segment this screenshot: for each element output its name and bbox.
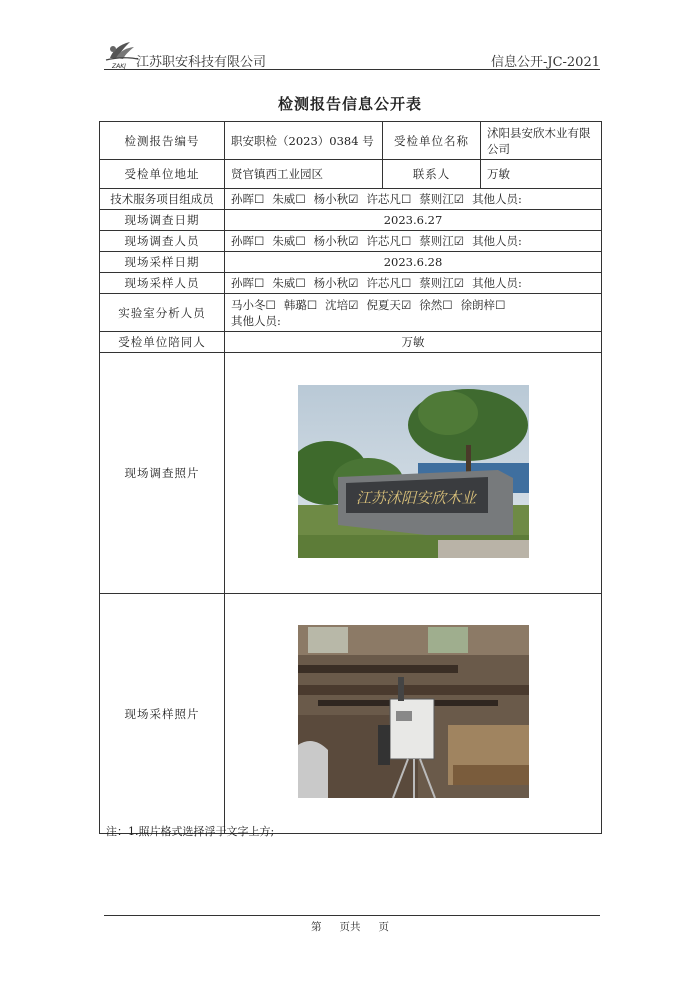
member-name: 徐然: [419, 297, 443, 312]
contact-person: 万敏: [481, 160, 602, 189]
team-members: [225, 189, 602, 210]
company-logo: [104, 36, 140, 70]
member-name: 许芯凡: [366, 234, 401, 248]
logo-text: ZAKJ: [112, 63, 126, 70]
cell-label: 技术服务项目组成员: [100, 189, 225, 210]
sampling-photo-cell: [225, 594, 602, 834]
table-row: [100, 210, 602, 231]
member-item: [231, 192, 265, 206]
member-name: 蔡则江: [419, 276, 454, 290]
sign-text: 江苏沭阳安欣木业: [355, 488, 476, 507]
member-name: 孙晖: [231, 276, 254, 290]
member-name: 朱威: [272, 234, 296, 248]
member-item: [314, 276, 360, 290]
table-row: [100, 160, 602, 189]
checked-checkbox-icon: ☑: [348, 234, 359, 248]
other-members-label: 其他人员:: [472, 234, 522, 248]
table-row: [100, 231, 602, 252]
member-name: 朱威: [272, 276, 296, 290]
checked-checkbox-icon: ☑: [348, 192, 359, 206]
checked-checkbox-icon: ☑: [348, 276, 359, 290]
unchecked-checkbox-icon: ☐: [495, 297, 506, 312]
member-item: [366, 276, 412, 290]
other-members-label: 其他人员:: [231, 313, 281, 328]
cell-label: 受检单位陪同人: [100, 332, 225, 353]
report-number: 职安职检（2023）0384 号: [225, 122, 383, 160]
header-divider: [104, 69, 600, 70]
table-row: [100, 353, 602, 594]
member-name: 杨小秋: [313, 276, 349, 290]
member-name: 蔡则江: [419, 234, 454, 248]
member-name: 徐朗梓: [460, 297, 496, 312]
unchecked-checkbox-icon: ☐: [295, 192, 306, 206]
member-name: 倪夏天: [366, 297, 401, 312]
cell-label: 现场调查照片: [100, 353, 225, 594]
member-item: [314, 234, 360, 248]
cell-label: 受检单位地址: [100, 160, 225, 189]
footer-divider: [104, 915, 600, 916]
sampling-date: 2023.6.28: [225, 252, 602, 273]
lab-staff: [225, 294, 602, 332]
document-id: 信息公开-JC-2021: [490, 55, 600, 70]
member-item: [419, 234, 465, 248]
survey-photo: [298, 385, 529, 558]
cell-label: 现场调查人员: [100, 231, 225, 252]
page-footer: [0, 919, 700, 934]
member-name: 许芯凡: [366, 192, 401, 206]
member-name: 孙晖: [231, 192, 254, 206]
cell-label: 现场采样人员: [100, 273, 225, 294]
member-item: [231, 298, 277, 312]
escort-person: 万敏: [225, 332, 602, 353]
unchecked-checkbox-icon: ☐: [400, 276, 412, 290]
table-row: [100, 273, 602, 294]
member-name: 孙晖: [231, 234, 254, 248]
unchecked-checkbox-icon: ☐: [254, 234, 265, 248]
footnote: 注：1.照片格式选择浮于文字上方;: [106, 825, 275, 838]
sampling-staff: [225, 273, 602, 294]
member-name: 许芯凡: [366, 276, 401, 290]
member-item: [419, 298, 453, 312]
member-name: 韩璐: [283, 297, 307, 312]
member-name: 朱威: [272, 192, 296, 206]
info-table: [99, 121, 602, 834]
cell-label: 现场采样日期: [100, 252, 225, 273]
footer-page-label: 第: [311, 921, 322, 933]
unchecked-checkbox-icon: ☐: [254, 192, 265, 206]
unchecked-checkbox-icon: ☐: [265, 297, 276, 312]
unchecked-checkbox-icon: ☐: [254, 276, 265, 290]
member-item: [325, 298, 359, 312]
checked-checkbox-icon: ☑: [453, 234, 465, 248]
member-name: 蔡则江: [419, 192, 454, 206]
member-name: 杨小秋: [313, 192, 349, 206]
member-item: [314, 192, 360, 206]
table-row: [100, 294, 602, 332]
checked-checkbox-icon: ☑: [400, 297, 412, 312]
member-item: [419, 192, 465, 206]
footer-total-label: 页: [378, 921, 389, 933]
survey-staff: [225, 231, 602, 252]
unchecked-checkbox-icon: ☐: [306, 297, 318, 312]
table-row: [100, 332, 602, 353]
member-item: [366, 192, 412, 206]
cell-label: 受检单位名称: [383, 122, 481, 160]
unchecked-checkbox-icon: ☐: [295, 234, 306, 248]
member-name: 杨小秋: [313, 234, 349, 248]
checked-checkbox-icon: ☑: [348, 297, 359, 312]
unchecked-checkbox-icon: ☐: [442, 297, 453, 312]
page-header: [104, 36, 600, 70]
table-row: [100, 189, 602, 210]
unchecked-checkbox-icon: ☐: [400, 234, 412, 248]
member-item: [231, 276, 265, 290]
checked-checkbox-icon: ☑: [453, 192, 465, 206]
company-name: 江苏职安科技有限公司: [136, 55, 267, 70]
member-item: [284, 298, 318, 312]
member-name: 马小冬: [231, 297, 266, 312]
inspected-unit-name: 沭阳县安欣木业有限公司: [481, 122, 602, 160]
member-item: [419, 276, 465, 290]
table-row: [100, 252, 602, 273]
cell-label: 现场采样照片: [100, 594, 225, 834]
survey-date: 2023.6.27: [225, 210, 602, 231]
footer-of-label: 页共: [339, 921, 361, 933]
unchecked-checkbox-icon: ☐: [295, 276, 306, 290]
member-item: [272, 192, 306, 206]
member-name: 沈培: [325, 297, 349, 312]
table-row: [100, 122, 602, 160]
member-item: [272, 276, 306, 290]
cell-label: 实验室分析人员: [100, 294, 225, 332]
survey-photo-cell: [225, 353, 602, 594]
cell-label: 联系人: [383, 160, 481, 189]
cell-label: 现场调查日期: [100, 210, 225, 231]
member-item: [461, 298, 507, 312]
other-members-label: 其他人员:: [472, 192, 522, 206]
page-title: 检测报告信息公开表: [277, 95, 422, 113]
cell-label: 检测报告编号: [100, 122, 225, 160]
member-item: [366, 234, 412, 248]
member-item: [231, 234, 265, 248]
other-members-label: 其他人员:: [472, 276, 522, 290]
checked-checkbox-icon: ☑: [453, 276, 465, 290]
table-row: [100, 594, 602, 834]
sampling-photo: [298, 625, 529, 798]
member-item: [272, 234, 306, 248]
unchecked-checkbox-icon: ☐: [400, 192, 412, 206]
member-item: [366, 298, 412, 312]
inspected-unit-address: 贤官镇西工业园区: [225, 160, 383, 189]
